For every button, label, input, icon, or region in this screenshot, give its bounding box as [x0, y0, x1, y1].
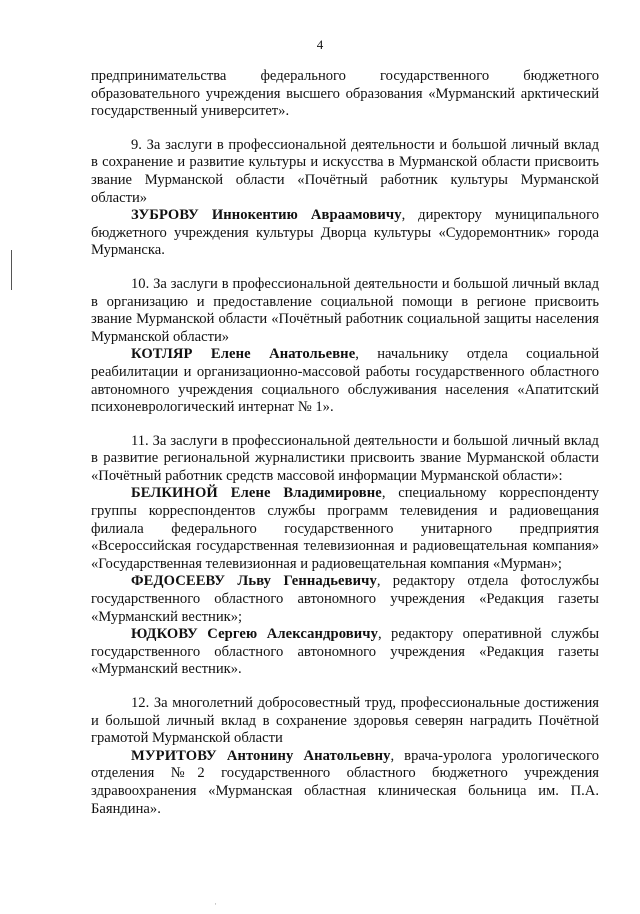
awardee-details: , редактору оперативной службы государственного областного автономного учреждения «Редакция газеты «Мурманский вестник». — [91, 626, 599, 678]
awardee-name: БЕЛКИНОЙ Елене Владимировне — [131, 485, 382, 502]
awardee-name: КОТЛЯР Елене Анатольевне — [131, 346, 356, 363]
awardee-details: , врача-уролога урологического отделения №2 государственного областного бюджетного учреждения здравоохранения «Мурманская областная клиническая больница им. П.А. Баяндина». — [91, 747, 599, 817]
page-number: 4 — [316, 37, 324, 52]
awardee-name: МУРИТОВУ Антонину Анатольевну — [131, 747, 391, 764]
paragraph-section-11: 11. За заслуги в профессиональной деятельности и большой личный вклад в развитие региональной журналистики присвоить звание Мурманской области «Почётный работник средств массовой информации Мурманской области»: — [91, 432, 599, 484]
paragraph-awardee — [91, 573, 599, 626]
paragraph-section-9: 9. За заслуги в профессиональной деятельности и большой личный вклад в сохранение и развитие культуры и искусства в Мурманской области присвоить звание Мурманской области «Почётный работник культуры Мурманской области» — [91, 136, 599, 206]
awardee-details: , директору муниципального бюджетного учреждения культуры Дворца культуры «Судоремонтник» города Мурманска. — [91, 207, 599, 259]
margin-mark — [11, 250, 12, 290]
awardee-name: ЮДКОВУ Сергею Александровичу — [131, 626, 378, 643]
paragraph-awardee — [91, 207, 599, 260]
paragraph-section-12: 12. За многолетний добросовестный труд, профессиональные достижения и большой личный вклад в сохранение здоровья северян наградить Почётной грамотой Мурманской области — [91, 695, 599, 747]
awardee-name: ЗУБРОВУ Иннокентию Авраамовичу — [131, 207, 402, 224]
paragraph-awardee — [91, 748, 599, 818]
awardee-details: , начальнику отдела социальной реабилитации и организационно-массовой работы государственного областного автономного учреждения социального обслуживания населения «Апатитский психоневрологический интернат № 1». — [91, 346, 599, 416]
awardee-name: ФЕДОСЕЕВУ Льву Геннадьевичу — [131, 573, 377, 590]
paragraph-section-10: 10. За заслуги в профессиональной деятельности и большой личный вклад в организацию и предоставление социальной помощи в регионе присвоить звание Мурманской области «Почётный работник социальной защиты населения Мурманской области» — [91, 275, 599, 345]
paragraph-awardee — [91, 485, 599, 573]
paragraph-continuation: предпринимательства федерального государственного бюджетного образовательного учреждения высшего образования «Мурманский арктический государственный университет». — [91, 68, 599, 120]
document-body — [91, 68, 599, 818]
paragraph-awardee — [91, 346, 599, 416]
scan-speck: · — [214, 899, 217, 909]
paragraph-awardee — [91, 626, 599, 679]
awardee-details: , редактору отдела фотослужбы государственного областного автономного учреждения «Редакция газеты «Мурманский вестник»; — [91, 573, 600, 625]
awardee-details: , специальному корреспонденту группы корреспондентов службы программ телевидения и радиовещания филиала федерального государственного унитарного предприятия «Всероссийская государственная телевизионная и радиовещательная компания» «Государственная телевизионная и радиовещательная компания «Мурман»; — [91, 485, 600, 572]
